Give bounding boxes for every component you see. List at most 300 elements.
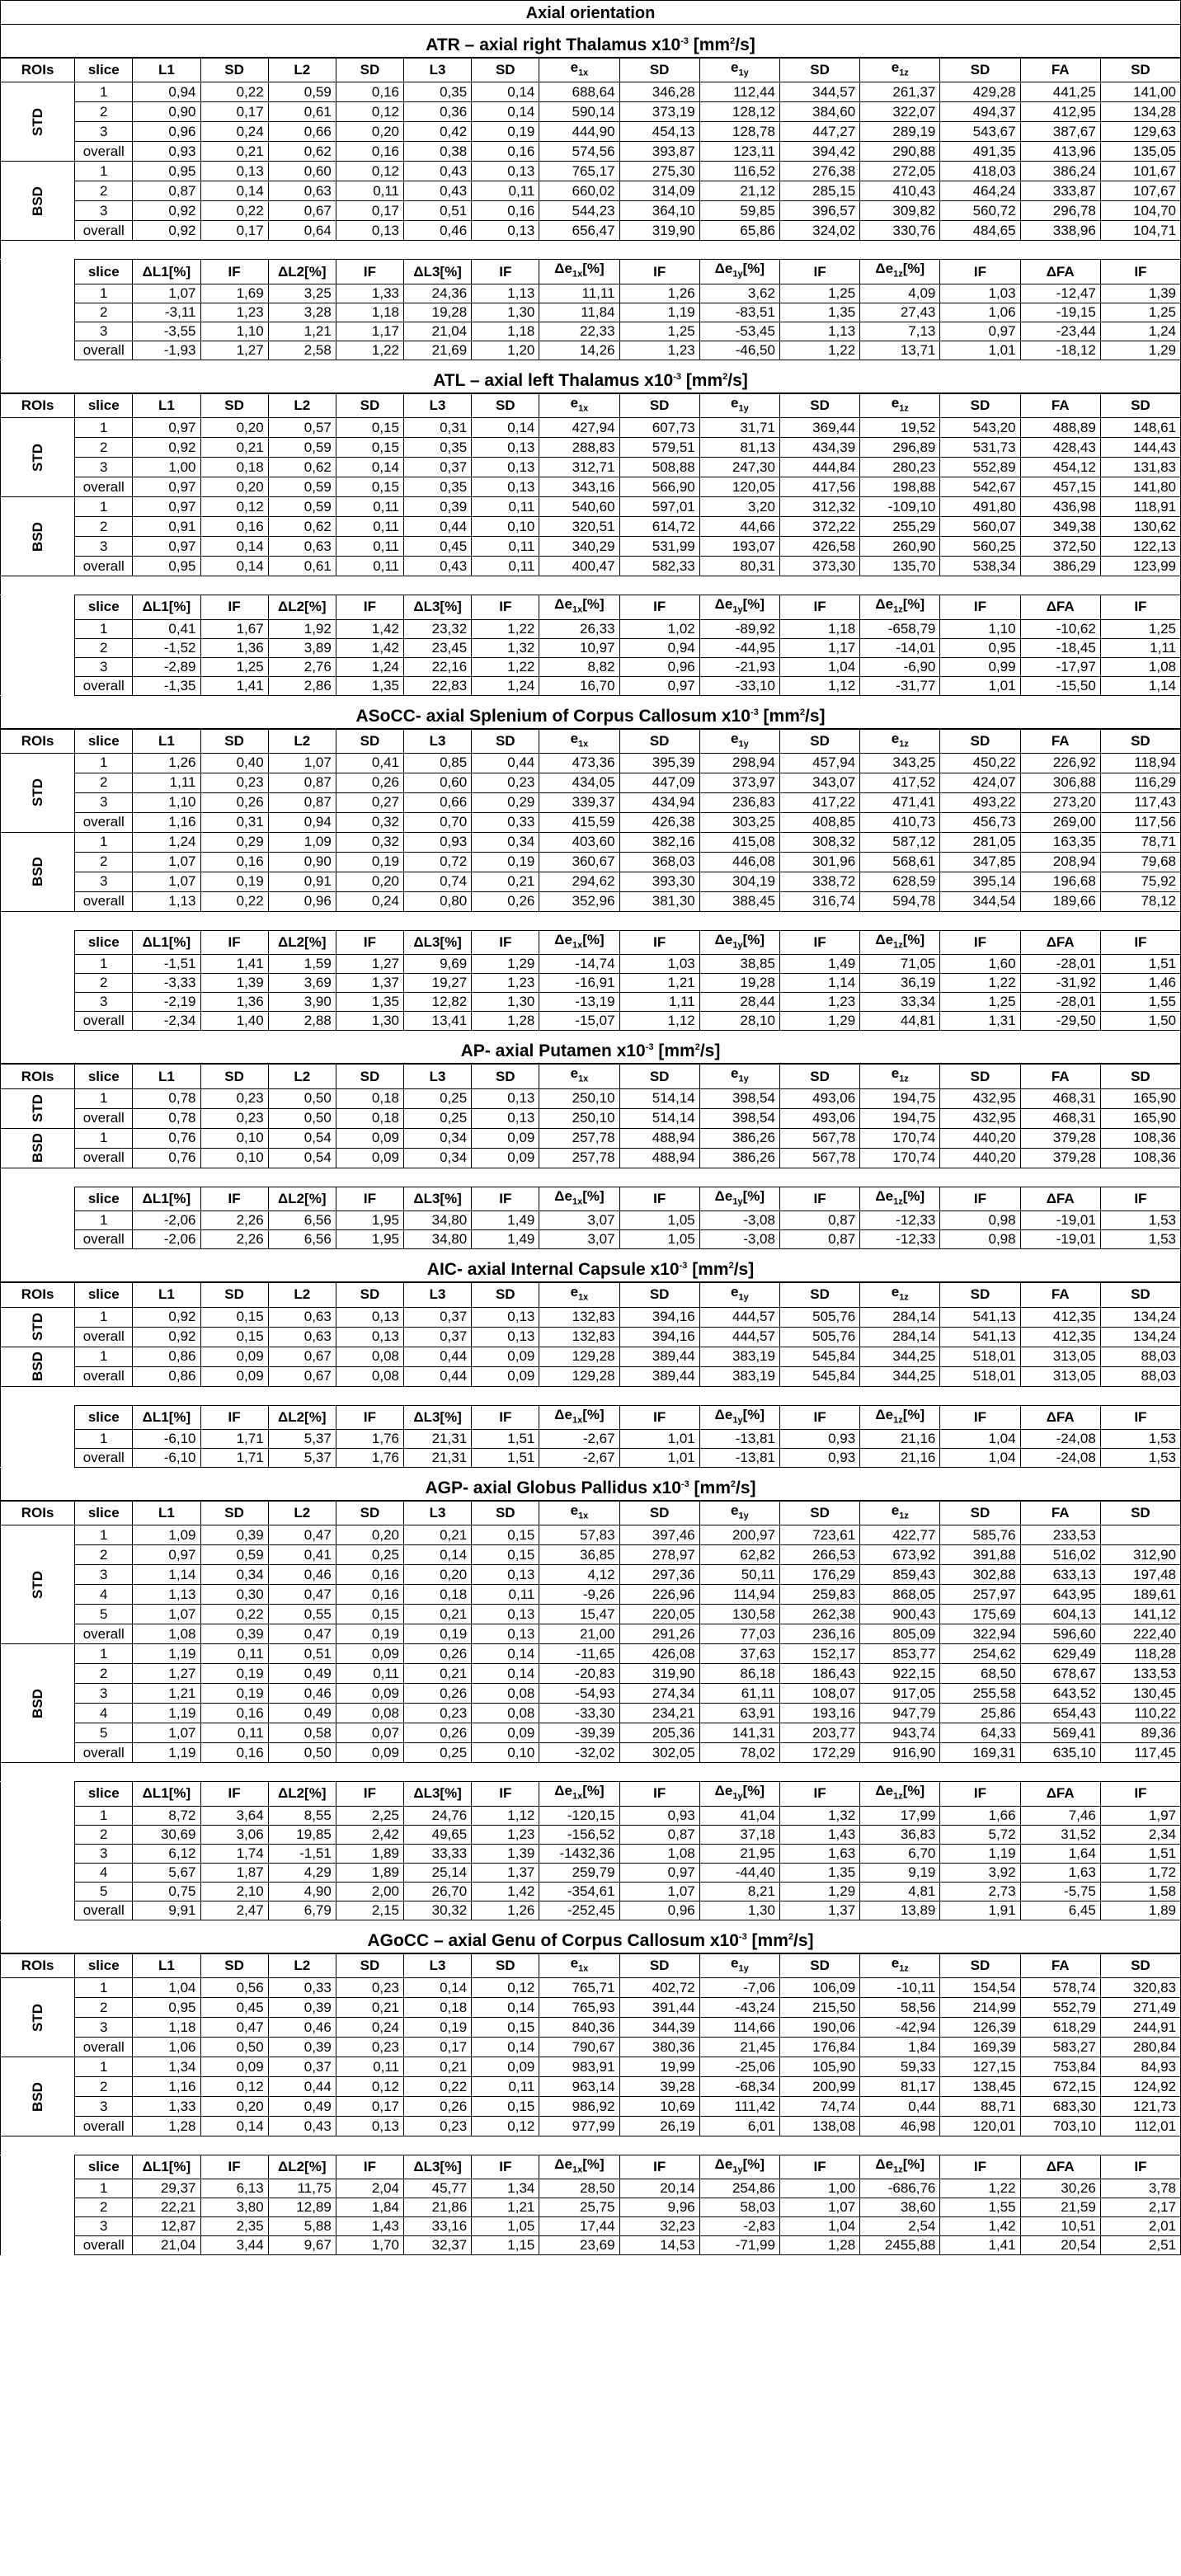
column-header: IF	[200, 595, 268, 619]
column-header: $\Delta e_{1z}[\%]$	[860, 1782, 940, 1806]
column-header: SD	[336, 1953, 403, 1977]
value-cell: 0,39	[268, 2038, 336, 2057]
value-cell: 447,27	[779, 122, 859, 142]
value-cell: 0,92	[133, 201, 200, 221]
value-cell: -13,19	[539, 993, 619, 1012]
slice-cell: 1	[75, 619, 133, 638]
value-cell: 0,17	[336, 201, 403, 221]
column-header: $e_{1z}$	[860, 729, 940, 753]
value-cell: 516,02	[1020, 1545, 1100, 1565]
value-cell: 25,86	[940, 1704, 1020, 1723]
value-cell: 58,03	[699, 2198, 779, 2217]
value-cell: 0,44	[268, 2077, 336, 2097]
value-cell: 278,97	[619, 1545, 699, 1565]
slice-cell: 1	[75, 82, 133, 102]
value-cell: 22,83	[404, 676, 472, 695]
value-cell: 0,96	[268, 891, 336, 911]
value-cell: 0,50	[268, 1108, 336, 1128]
value-cell: 0,22	[200, 1605, 268, 1624]
value-cell: 545,84	[779, 1366, 859, 1386]
value-cell: 319,90	[619, 1664, 699, 1684]
value-cell: 2,35	[200, 2217, 268, 2236]
value-cell: 1,32	[779, 1806, 859, 1825]
value-cell: 15,47	[539, 1605, 619, 1624]
value-cell: 382,16	[619, 832, 699, 852]
value-cell: 538,34	[940, 557, 1020, 576]
value-cell: 1,07	[133, 852, 200, 872]
value-cell: 193,16	[779, 1704, 859, 1723]
value-cell: 765,71	[539, 1978, 619, 1998]
value-cell: 1,74	[200, 1844, 268, 1863]
value-cell: -32,02	[539, 1743, 619, 1763]
group-label	[1, 1978, 75, 2057]
column-header: SD	[200, 1953, 268, 1977]
value-cell: 1,63	[779, 1844, 859, 1863]
column-header: ΔL3[%]	[404, 930, 472, 954]
column-header: ΔL2[%]	[268, 2155, 336, 2179]
value-cell: 176,29	[779, 1565, 859, 1585]
value-cell: 0,24	[336, 891, 403, 911]
value-cell: 422,77	[860, 1525, 940, 1545]
column-header: ΔL3[%]	[404, 595, 472, 619]
column-header: slice	[75, 1283, 133, 1307]
value-cell: 1,30	[472, 993, 539, 1012]
value-cell: 290,88	[860, 142, 940, 162]
value-cell: 21,86	[404, 2198, 472, 2217]
value-cell: 0,22	[200, 891, 268, 911]
table-row	[1, 1448, 1181, 1467]
sections-container	[0, 25, 1181, 2255]
value-cell: 10,51	[1020, 2217, 1100, 2236]
value-cell: -21,93	[699, 657, 779, 676]
value-cell: 6,56	[268, 1230, 336, 1249]
value-cell: 1,05	[472, 2217, 539, 2236]
value-cell: 0,63	[268, 1327, 336, 1347]
value-cell: 169,31	[940, 1743, 1020, 1763]
value-cell: 604,13	[1020, 1605, 1100, 1624]
column-header: IF	[472, 2155, 539, 2179]
column-header: SD	[472, 729, 539, 753]
value-cell: 541,13	[940, 1327, 1020, 1347]
value-cell: 1,28	[779, 2236, 859, 2255]
column-header: SD	[1100, 59, 1180, 82]
value-cell: 398,54	[699, 1088, 779, 1108]
value-cell: 14,26	[539, 341, 619, 360]
group-label	[1, 418, 75, 497]
column-header: ΔFA	[1020, 930, 1100, 954]
value-cell: 19,28	[404, 303, 472, 322]
value-cell: 0,13	[200, 162, 268, 181]
value-cell: 544,23	[539, 201, 619, 221]
value-cell: 900,43	[860, 1605, 940, 1624]
value-cell: 468,31	[1020, 1088, 1100, 1108]
value-cell: 0,13	[472, 1565, 539, 1585]
value-cell: 19,27	[404, 974, 472, 993]
value-cell: 0,59	[200, 1545, 268, 1565]
column-header: IF	[200, 1405, 268, 1429]
value-cell: 567,78	[779, 1148, 859, 1168]
value-cell: 1,25	[200, 657, 268, 676]
value-cell: -14,74	[539, 955, 619, 974]
value-cell: -7,06	[699, 1978, 779, 1998]
value-cell: 0,76	[133, 1148, 200, 1168]
value-cell: 1,14	[133, 1565, 200, 1585]
value-cell: 0,17	[404, 2038, 472, 2057]
value-cell: 578,74	[1020, 1978, 1100, 1998]
value-cell: 1,71	[200, 1448, 268, 1467]
value-cell: 629,49	[1020, 1644, 1100, 1664]
value-cell: 0,20	[336, 122, 403, 142]
value-cell: 0,14	[472, 1644, 539, 1664]
measurement-table	[0, 1064, 1181, 1168]
value-cell: 288,83	[539, 438, 619, 458]
value-cell: 0,76	[133, 1128, 200, 1148]
slice-cell: overall	[75, 221, 133, 241]
value-cell: 0,20	[200, 477, 268, 497]
value-cell: 0,15	[472, 2018, 539, 2038]
value-cell: 1,04	[133, 1978, 200, 1998]
value-cell: 0,94	[268, 812, 336, 832]
column-header: IF	[200, 260, 268, 284]
value-cell: -54,93	[539, 1684, 619, 1704]
value-cell: 194,75	[860, 1088, 940, 1108]
group-label-text: BSD	[29, 186, 45, 216]
column-header: IF	[1100, 260, 1180, 284]
table-row	[1, 852, 1181, 872]
table-row	[1, 657, 1181, 676]
value-cell: 314,09	[619, 181, 699, 201]
column-header: SD	[472, 1065, 539, 1088]
value-cell: -3,08	[699, 1211, 779, 1230]
value-cell: 5,72	[940, 1825, 1020, 1844]
column-header: ΔL3[%]	[404, 1782, 472, 1806]
slice-cell: 3	[75, 2217, 133, 2236]
value-cell: 2,51	[1100, 2236, 1180, 2255]
table-header-row	[1, 1065, 1181, 1088]
value-cell: 20,54	[1020, 2236, 1100, 2255]
value-cell: 372,22	[779, 517, 859, 537]
value-cell: 434,05	[539, 773, 619, 792]
value-cell: -1,35	[133, 676, 200, 695]
value-cell: 0,26	[404, 1723, 472, 1743]
value-cell: 114,94	[699, 1585, 779, 1605]
slice-cell: 3	[75, 537, 133, 557]
value-cell: 0,59	[268, 497, 336, 517]
value-cell: 304,19	[699, 872, 779, 891]
value-cell: 643,52	[1020, 1684, 1100, 1704]
value-cell: 346,28	[619, 82, 699, 102]
value-cell: 0,31	[200, 812, 268, 832]
value-cell: 0,09	[472, 1723, 539, 1743]
value-cell: 132,83	[539, 1307, 619, 1327]
slice-cell: 2	[75, 2077, 133, 2097]
value-cell: 723,61	[779, 1525, 859, 1545]
value-cell: 457,15	[1020, 477, 1100, 497]
column-header: ΔL1[%]	[133, 595, 200, 619]
value-cell: 284,14	[860, 1307, 940, 1327]
value-cell: 280,23	[860, 458, 940, 477]
value-cell: 257,78	[539, 1148, 619, 1168]
value-cell: 0,11	[472, 2077, 539, 2097]
value-cell: 71,05	[860, 955, 940, 974]
value-cell: 1,08	[1100, 657, 1180, 676]
value-cell: 0,20	[404, 1565, 472, 1585]
column-header: $\Delta e_{1z}[\%]$	[860, 930, 940, 954]
value-cell: 426,38	[619, 812, 699, 832]
value-cell: 0,55	[268, 1605, 336, 1624]
value-cell: -42,94	[860, 2018, 940, 2038]
value-cell: 269,00	[1020, 812, 1100, 832]
value-cell: 45,77	[404, 2179, 472, 2198]
value-cell: 0,97	[619, 676, 699, 695]
column-header: SD	[940, 59, 1020, 82]
value-cell: 81,13	[699, 438, 779, 458]
slice-cell: 2	[75, 1664, 133, 1684]
value-cell: 21,04	[404, 322, 472, 341]
slice-cell: 1	[75, 497, 133, 517]
slice-cell: 1	[75, 2179, 133, 2198]
value-cell: 753,84	[1020, 2057, 1100, 2077]
column-header: $\Delta e_{1z}[\%]$	[860, 1405, 940, 1429]
table-row	[1, 1863, 1181, 1882]
value-cell: 23,69	[539, 2236, 619, 2255]
table-row	[1, 1605, 1181, 1624]
table-row	[1, 993, 1181, 1012]
value-cell: 514,14	[619, 1088, 699, 1108]
column-header: SD	[619, 1283, 699, 1307]
column-header: slice	[75, 1501, 133, 1525]
value-cell: 428,43	[1020, 438, 1100, 458]
value-cell: 417,22	[779, 792, 859, 812]
value-cell: 0,09	[472, 1347, 539, 1366]
value-cell: 0,97	[619, 1863, 699, 1882]
value-cell: 0,12	[336, 102, 403, 122]
table-spacer	[0, 1387, 1181, 1405]
slice-cell: overall	[75, 676, 133, 695]
table-row	[1, 1998, 1181, 2018]
value-cell: 0,11	[472, 537, 539, 557]
column-header: IF	[619, 1405, 699, 1429]
value-cell: 0,14	[472, 82, 539, 102]
value-cell: 21,12	[699, 181, 779, 201]
value-cell: 454,12	[1020, 458, 1100, 477]
value-cell: 473,36	[539, 753, 619, 773]
value-cell: 0,93	[779, 1429, 859, 1448]
column-header: IF	[1100, 930, 1180, 954]
value-cell: 444,84	[779, 458, 859, 477]
slice-cell: 5	[75, 1723, 133, 1743]
value-cell: -1,93	[133, 341, 200, 360]
value-cell: 1,29	[1100, 341, 1180, 360]
table-row	[1, 1128, 1181, 1148]
value-cell: -3,33	[133, 974, 200, 993]
value-cell: 0,22	[200, 201, 268, 221]
value-cell: 0,11	[336, 2057, 403, 2077]
value-cell: 1,06	[133, 2038, 200, 2057]
value-cell: -33,10	[699, 676, 779, 695]
value-cell: 0,23	[404, 1704, 472, 1723]
value-cell: 3,28	[268, 303, 336, 322]
value-cell: 6,13	[200, 2179, 268, 2198]
value-cell: -2,83	[699, 2217, 779, 2236]
column-header: slice	[75, 260, 133, 284]
value-cell: 203,77	[779, 1723, 859, 1743]
value-cell: 1,95	[336, 1211, 403, 1230]
value-cell: 274,34	[619, 1684, 699, 1704]
value-cell: 0,20	[200, 418, 268, 438]
value-cell: 170,74	[860, 1148, 940, 1168]
column-header: ΔL2[%]	[268, 260, 336, 284]
value-cell: -43,24	[699, 1998, 779, 2018]
value-cell: 78,12	[1100, 891, 1180, 911]
column-header: ROIs	[1, 729, 75, 753]
column-header: SD	[200, 59, 268, 82]
value-cell: 0,09	[336, 1684, 403, 1704]
value-cell: 344,25	[860, 1347, 940, 1366]
value-cell: 236,83	[699, 792, 779, 812]
value-cell: 0,09	[200, 1347, 268, 1366]
slice-cell: 1	[75, 1307, 133, 1327]
table-row	[1, 1882, 1181, 1901]
slice-cell: 3	[75, 993, 133, 1012]
value-cell: 124,92	[1100, 2077, 1180, 2097]
value-cell: 1,35	[336, 993, 403, 1012]
value-cell: 1,29	[779, 1012, 859, 1031]
value-cell: 434,94	[619, 792, 699, 812]
value-cell: 21,31	[404, 1429, 472, 1448]
value-cell: 50,11	[699, 1565, 779, 1585]
column-header: L2	[268, 1953, 336, 1977]
group-label-text: STD	[29, 2003, 45, 2032]
value-cell: 0,26	[404, 1644, 472, 1664]
value-cell: 383,19	[699, 1366, 779, 1386]
table-row	[1, 2097, 1181, 2117]
value-cell: 415,59	[539, 812, 619, 832]
value-cell: 250,10	[539, 1108, 619, 1128]
value-cell: 1,21	[619, 974, 699, 993]
slice-cell: overall	[75, 1901, 133, 1920]
value-cell: 200,99	[779, 2077, 859, 2097]
value-cell: 0,10	[200, 1128, 268, 1148]
value-cell: 1,11	[1100, 638, 1180, 657]
value-cell: 0,92	[133, 1307, 200, 1327]
value-cell: 0,39	[268, 1998, 336, 2018]
value-cell: -29,50	[1020, 1012, 1100, 1031]
value-cell: 0,87	[779, 1211, 859, 1230]
value-cell: 0,23	[336, 1978, 403, 1998]
value-cell: 108,07	[779, 1684, 859, 1704]
value-cell: 0,18	[200, 458, 268, 477]
value-cell: 3,07	[539, 1211, 619, 1230]
column-header: IF	[1100, 595, 1180, 619]
value-cell: 2,26	[200, 1211, 268, 1230]
value-cell: 387,67	[1020, 122, 1100, 142]
value-cell: 12,89	[268, 2198, 336, 2217]
value-cell: 560,07	[940, 517, 1020, 537]
value-cell: 19,28	[699, 974, 779, 993]
value-cell: 312,90	[1100, 1545, 1180, 1565]
value-cell: 1,14	[1100, 676, 1180, 695]
value-cell: -3,08	[699, 1230, 779, 1249]
value-cell: 494,37	[940, 102, 1020, 122]
column-header: $\Delta e_{1x}[\%]$	[539, 595, 619, 619]
value-cell: 344,57	[779, 82, 859, 102]
value-cell: 0,32	[336, 812, 403, 832]
value-cell: 31,52	[1020, 1825, 1100, 1844]
value-cell: 116,52	[699, 162, 779, 181]
column-header: $e_{1z}$	[860, 393, 940, 417]
column-header: ΔL2[%]	[268, 595, 336, 619]
value-cell: 220,05	[619, 1605, 699, 1624]
column-header: ΔL2[%]	[268, 1782, 336, 1806]
column-header: ROIs	[1, 1953, 75, 1977]
value-cell: 37,18	[699, 1825, 779, 1844]
value-cell: 38,60	[860, 2198, 940, 2217]
value-cell: 41,04	[699, 1806, 779, 1825]
value-cell: 0,50	[200, 2038, 268, 2057]
group-label-text: BSD	[29, 521, 45, 552]
column-header: ΔL2[%]	[268, 930, 336, 954]
column-header: SD	[472, 393, 539, 417]
value-cell: 0,90	[268, 852, 336, 872]
slice-cell: 5	[75, 1605, 133, 1624]
value-cell: 0,34	[404, 1148, 472, 1168]
value-cell: 0,10	[200, 1148, 268, 1168]
value-cell: 2,42	[336, 1825, 403, 1844]
value-cell: 165,90	[1100, 1088, 1180, 1108]
value-cell: 0,16	[200, 1704, 268, 1723]
table-header-row	[1, 1782, 1181, 1806]
table-row	[1, 2198, 1181, 2217]
value-cell: 0,67	[268, 1366, 336, 1386]
value-cell: 257,97	[940, 1585, 1020, 1605]
column-header: ΔL3[%]	[404, 1187, 472, 1210]
value-cell: 108,36	[1100, 1148, 1180, 1168]
slice-cell: 3	[75, 1844, 133, 1863]
value-cell: 58,56	[860, 1998, 940, 2018]
value-cell: 597,01	[619, 497, 699, 517]
value-cell: -19,01	[1020, 1211, 1100, 1230]
slice-cell: overall	[75, 1012, 133, 1031]
value-cell: 0,13	[472, 477, 539, 497]
column-header: $\Delta e_{1y}[\%]$	[699, 1782, 779, 1806]
slice-cell: overall	[75, 1366, 133, 1386]
value-cell: -13,81	[699, 1429, 779, 1448]
value-cell: 0,15	[336, 1605, 403, 1624]
value-cell: 0,66	[268, 122, 336, 142]
value-cell: 0,20	[336, 1525, 403, 1545]
column-header: $e_{1x}$	[539, 1953, 619, 1977]
value-cell: 0,20	[200, 2097, 268, 2117]
value-cell: 261,37	[860, 82, 940, 102]
value-cell: 0,43	[404, 181, 472, 201]
value-cell: 386,24	[1020, 162, 1100, 181]
difference-table	[0, 1781, 1181, 1920]
value-cell: 0,16	[336, 142, 403, 162]
slice-cell: overall	[75, 1624, 133, 1644]
value-cell: 275,30	[619, 162, 699, 181]
column-header: IF	[779, 260, 859, 284]
column-header: SD	[940, 1953, 1020, 1977]
value-cell: 560,72	[940, 201, 1020, 221]
column-header: IF	[1100, 1187, 1180, 1210]
value-cell: 0,56	[200, 1978, 268, 1998]
group-label-text: BSD	[29, 2081, 45, 2112]
table-row	[1, 619, 1181, 638]
value-cell: 0,13	[472, 1108, 539, 1128]
value-cell: 0,62	[268, 517, 336, 537]
value-cell: 672,15	[1020, 2077, 1100, 2097]
